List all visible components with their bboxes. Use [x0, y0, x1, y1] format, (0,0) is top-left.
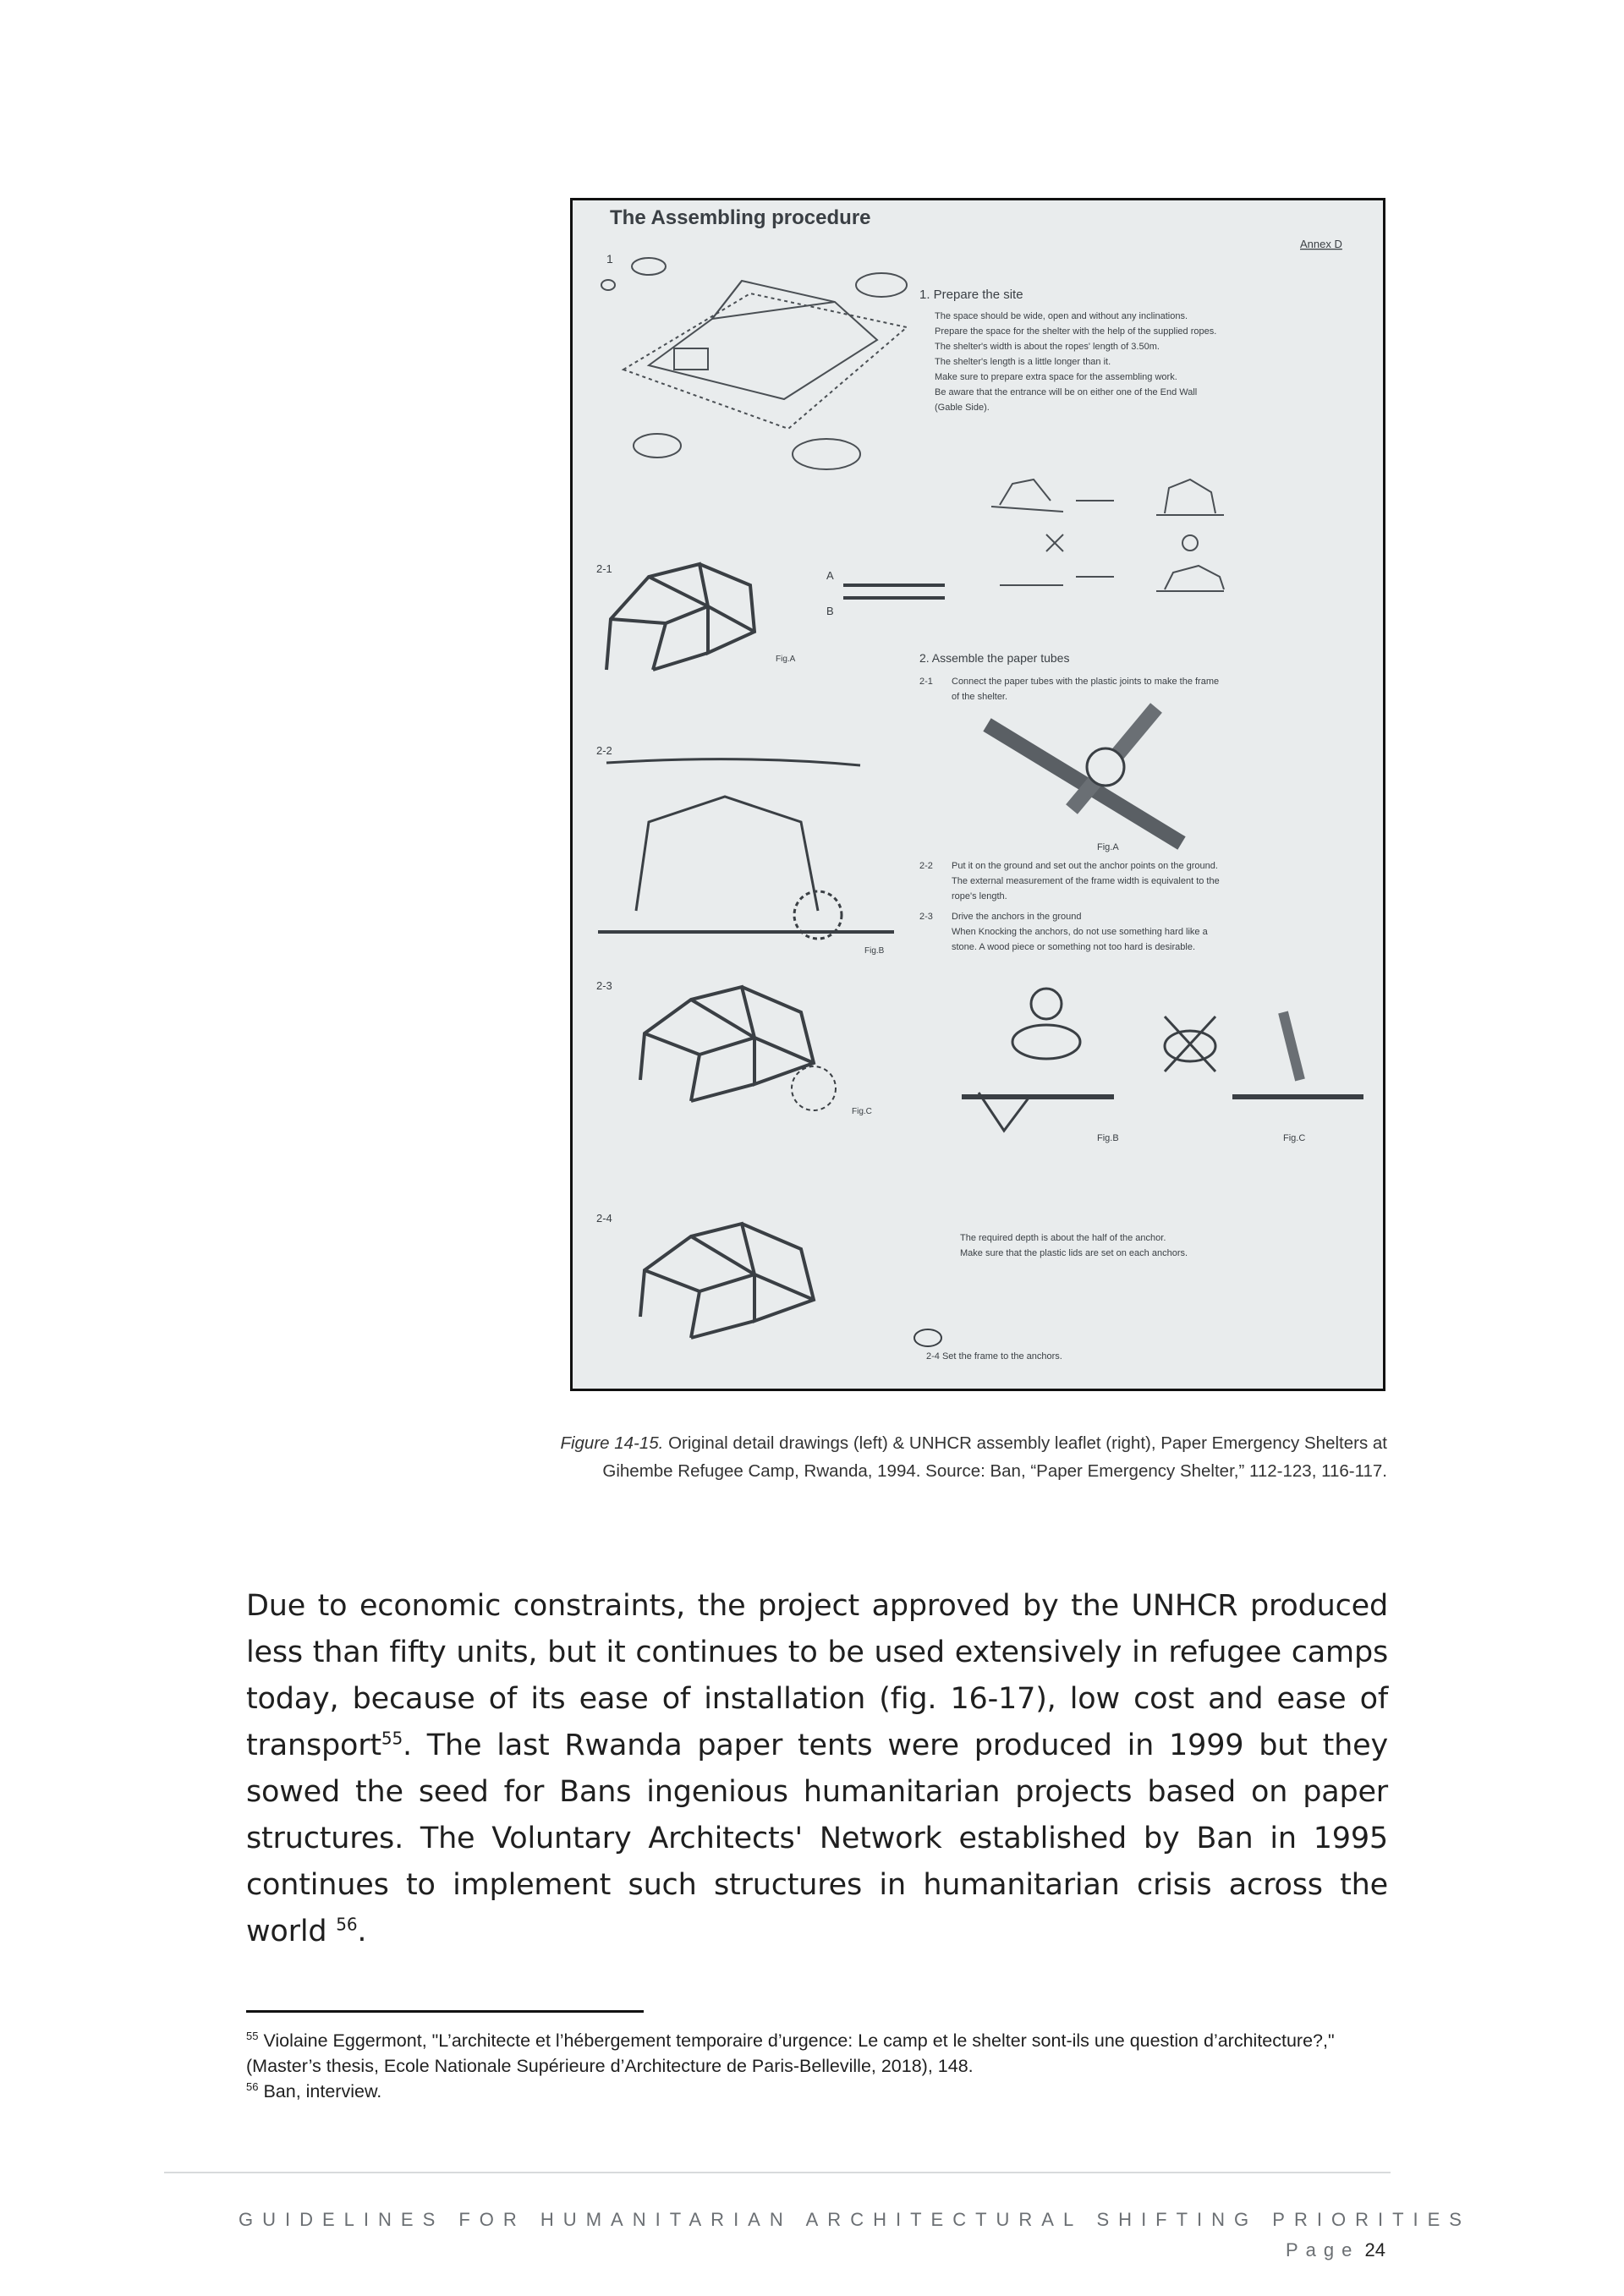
- svg-text:Be aware that the entrance wil: Be aware that the entrance will be on either one of the End Wall: [935, 387, 1198, 397]
- svg-text:When Knocking the anchors, do: When Knocking the anchors, do not use something hard like a: [952, 927, 1208, 937]
- svg-text:Prepare the space for the shel: Prepare the space for the shelter with the help of the supplied ropes.: [935, 326, 1217, 337]
- page-label: Page: [1286, 2239, 1360, 2260]
- label-fig-b: Fig.B: [1097, 1133, 1119, 1143]
- svg-text:The shelter's width is about t: The shelter's width is about the ropes' length of 3.50m.: [935, 342, 1160, 352]
- svg-text:The space should be wide, open: The space should be wide, open and without any inclinations.: [935, 311, 1188, 321]
- label-fig-c-small: Fig.C: [852, 1107, 872, 1116]
- svg-text:Put it on the ground and set o: Put it on the ground and set out the anchor points on the ground.: [952, 861, 1218, 871]
- body-text-part-2: . The last Rwanda paper tents were produced in 1999 but they sowed the seed for Bans ingenious humanitarian projects based on paper structures. The Voluntary Architects' Network established by Ban in 1995 continues to implement such structures in humanitarian crisis across the world: [246, 1729, 1388, 1948]
- figure-caption-label: Figure 14-15.: [560, 1433, 664, 1453]
- svg-text:2-1: 2-1: [919, 677, 933, 687]
- page-number: [1286, 2239, 1385, 2261]
- svg-text:stone. A wood piece or somethi: stone. A wood piece or something not too hard is desirable.: [952, 942, 1196, 952]
- label-fig-c: Fig.C: [1283, 1133, 1306, 1143]
- body-text-part-1: Due to economic constraints, the project approved by the UNHCR produced less than fifty units, but it continues to be used extensively in refugee camps today, because of its ease of installation (fig. 16-17), low cost and ease of transport: [246, 1589, 1388, 1762]
- leaflet-heading: The Assembling procedure: [610, 206, 871, 229]
- footnotes: [246, 2028, 1371, 2104]
- figure-caption: [541, 1429, 1387, 1485]
- svg-text:rope's length.: rope's length.: [952, 891, 1007, 901]
- svg-text:of the shelter.: of the shelter.: [952, 692, 1008, 702]
- running-title: GUIDELINES FOR HUMANITARIAN ARCHITECTURAL SHIFTING PRIORITIES: [239, 2209, 1471, 2230]
- footnote-ref-56[interactable]: 56: [336, 1914, 358, 1935]
- footnote-ref-55[interactable]: 55: [381, 1728, 403, 1749]
- svg-text:2-2: 2-2: [919, 861, 933, 871]
- svg-text:Drive the anchors in the groun: Drive the anchors in the ground: [952, 912, 1082, 922]
- label-b: B: [826, 605, 834, 617]
- step-2-4-last: 2-4 Set the frame to the anchors.: [926, 1351, 1062, 1362]
- svg-text:2-3: 2-3: [919, 912, 933, 922]
- label-fig-b-small: Fig.B: [864, 946, 885, 956]
- footnote-56: [246, 2079, 1371, 2104]
- assembly-leaflet-drawing: [573, 200, 1383, 1389]
- label-2-1: 2-1: [596, 562, 612, 575]
- label-2-3: 2-3: [596, 979, 612, 992]
- svg-text:(Gable Side).: (Gable Side).: [935, 403, 990, 413]
- label-2-2: 2-2: [596, 744, 612, 757]
- page-number-value: 24: [1364, 2239, 1385, 2260]
- label-fig-a: Fig.A: [1097, 842, 1119, 852]
- footer-divider: [164, 2172, 1391, 2173]
- footnote-55: [246, 2028, 1371, 2079]
- svg-text:Make sure that the plastic lid: Make sure that the plastic lids are set on each anchors.: [960, 1248, 1188, 1258]
- footnote-text: Ban, interview.: [258, 2081, 382, 2101]
- svg-text:1: 1: [606, 252, 613, 266]
- footnote-number: 56: [246, 2080, 259, 2093]
- svg-text:The shelter's length is a litt: The shelter's length is a little longer than it.: [935, 357, 1111, 367]
- svg-text:Make sure to prepare extra spa: Make sure to prepare extra space for the assembling work.: [935, 372, 1177, 382]
- svg-text:The external measurement of th: The external measurement of the frame width is equivalent to the: [952, 876, 1220, 886]
- step-2-title: 2. Assemble the paper tubes: [919, 651, 1070, 665]
- body-paragraph: [246, 1583, 1388, 1955]
- leaflet-annex: Annex D: [1300, 238, 1342, 250]
- label-fig-a-small: Fig.A: [776, 655, 796, 664]
- footnote-divider: [246, 2010, 644, 2013]
- body-text-part-3: .: [357, 1915, 367, 1948]
- footnote-number: 55: [246, 2029, 259, 2042]
- label-a: A: [826, 569, 834, 582]
- step-1-title: 1. Prepare the site: [919, 288, 1023, 302]
- footnote-text: Violaine Eggermont, "L’architecte et l’hébergement temporaire d’urgence: Le camp et le shelter sont-ils une question d’architecture?," (Master’s thesis, Ecole Nationale Supérieure d’Architecture de Paris-Belleville, 2018), 148.: [246, 2030, 1335, 2076]
- label-2-4: 2-4: [596, 1212, 612, 1225]
- figure-caption-text: Original detail drawings (left) & UNHCR assembly leaflet (right), Paper Emergency Shelters at Gihembe Refugee Camp, Rwanda, 1994. Source: Ban, “Paper Emergency Shelter,” 112-123, 116-117.: [602, 1433, 1387, 1481]
- svg-text:Connect the paper tubes with t: Connect the paper tubes with the plastic joints to make the frame: [952, 677, 1220, 687]
- svg-text:The required depth is about th: The required depth is about the half of the anchor.: [960, 1233, 1166, 1243]
- figure-image: [570, 198, 1385, 1391]
